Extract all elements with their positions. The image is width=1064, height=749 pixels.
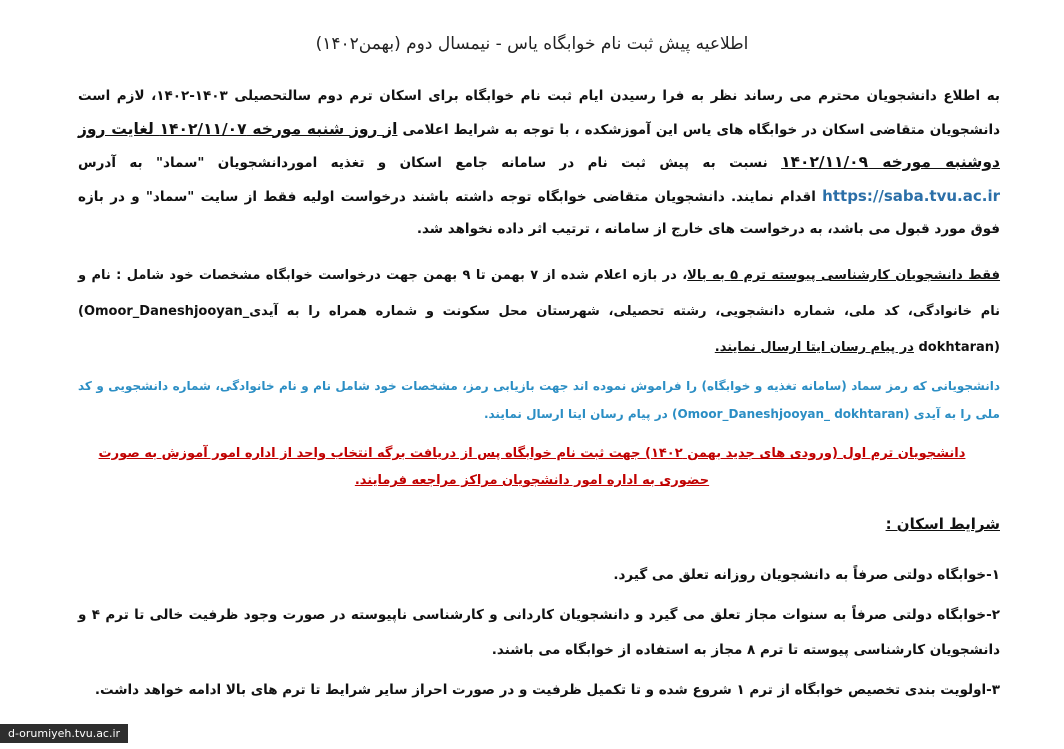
samad-link[interactable]: https://saba.tvu.ac.ir: [822, 186, 1000, 205]
senior-students-lead: فقط دانشجویان کارشناسی پیوسته ترم ۵ به بالا: [687, 268, 1001, 283]
password-recovery-text-1: دانشجویانی که رمز سماد (سامانه تغذیه و خوابگاه) را فراموش نموده اند جهت بازیابی رمز، مشخصات خود شامل نام و نام خانوادگی، شماره دانشجویی و کد ملی را به آیدی: [78, 379, 1000, 421]
intro-text-3: اقدام نمایند. دانشجویان متقاضی خوابگاه توجه داشته باشند درخواست اولیه فقط از سایت "سماد" و در بازه فوق مورد قبول می باشد، به درخواست های خارج از سامانه ، ترتیب اثر داده نخواهد شد.: [78, 188, 1000, 237]
senior-students-paragraph: [78, 258, 1000, 366]
condition-item-3: ۳-اولویت بندی تخصیص خوابگاه از ترم ۱ شروع شده و تا تکمیل ظرفیت و در صورت احراز سایر شرایط تا ترم های بالا ادامه خواهد داشت.: [94, 682, 1000, 698]
eita-id: (Omoor_Daneshjooyan_ dokhtaran): [78, 304, 1000, 355]
password-recovery-paragraph: [78, 372, 1000, 428]
intro-text-2: نسبت به پیش ثبت نام در سامانه جامع اسکان و تغذیه اموردانشجویان "سماد" به آدرس: [78, 155, 782, 171]
intro-paragraph: [78, 80, 1000, 246]
first-term-notice: دانشجویان ترم اول (ورودی های جدید بهمن ۱۴۰۲) جهت ثبت نام خوابگاه پس از دریافت برگه انتخاب واحد از اداره امور آموزش به صورت حضوری به اداره امور دانشجویان مراکز مراجعه فرمایند.: [98, 446, 966, 488]
condition-item-2: ۲-خوابگاه دولتی صرفاً به سنوات مجاز تعلق می گیرد و دانشجویان کاردانی و کارشناسی ناپیوسته در صورت وجود ظرفیت خالی تا ترم ۴ و دانشجویان کارشناسی پیوسته تا ترم ۸ مجاز به استفاده از خوابگاه می باشند.: [78, 607, 1001, 658]
page-title: اطلاعیه پیش ثبت نام خوابگاه یاس - نیمسال دوم (بهمن۱۴۰۲): [315, 34, 749, 54]
site-watermark: d-orumiyeh.tvu.ac.ir: [0, 724, 128, 743]
intro-text-1: به اطلاع دانشجویان محترم می رساند نظر به فرا رسیدن ایام ثبت نام خوابگاه برای اسکان ترم دوم سالتحصیلی ۱۴۰۳-۱۴۰۲، لازم است دانشجویان متقاضی اسکان در خوابگاه های یاس این آموزشکده ، با توجه به شرایط اعلامی: [78, 88, 1000, 138]
eita-id-2: (Omoor_Daneshjooyan_ dokhtaran): [671, 407, 910, 421]
conditions-heading: شرایط اسکان :: [885, 515, 1000, 533]
condition-item-1: ۱-خوابگاه دولتی صرفاً به دانشجویان روزانه تعلق می گیرد.: [613, 567, 1000, 583]
senior-students-text: ، در بازه اعلام شده از ۷ بهمن تا ۹ بهمن جهت درخواست خوابگاه مشخصات خود شامل : نام و نام خانوادگی، کد ملی، شماره دانشجویی، رشته تحصیلی، شهرستان محل سکونت و شماره همراه را به آیدی: [78, 268, 1000, 319]
password-recovery-text-2: در پیام رسان ایتا ارسال نمایند.: [483, 407, 672, 421]
senior-students-tail: در پیام رسان ایتا ارسال نمایند.: [714, 340, 914, 355]
registration-dates: از روز شنبه مورخه ۱۴۰۲/۱۱/۰۷ لغایت روز دوشنبه مورخه ۱۴۰۲/۱۱/۰۹: [78, 119, 1000, 171]
